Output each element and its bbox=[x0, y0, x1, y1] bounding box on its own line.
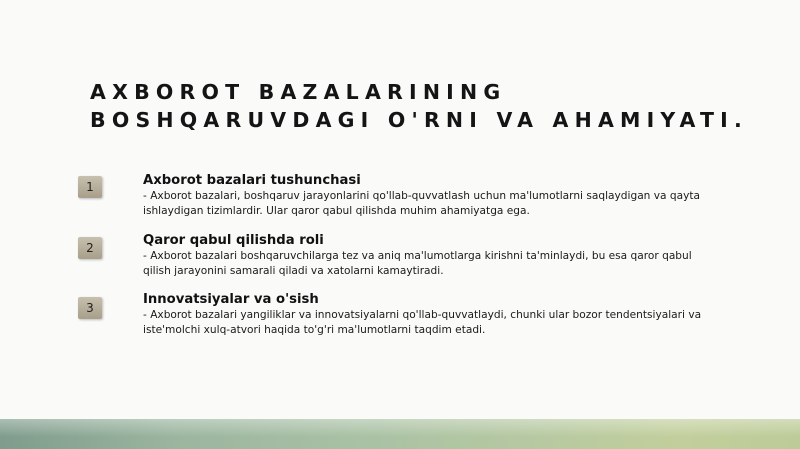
item-description-line: iste'molchi xulq-atvori haqida to'g'ri ma'lumotlarni taqdim etadi. bbox=[143, 324, 486, 336]
item-description-line: - Axborot bazalari boshqaruvchilarga tez va aniq ma'lumotlarga kirishni ta'minlaydi, bu esa qaror qabul bbox=[143, 250, 692, 262]
decorative-bottom-band bbox=[0, 419, 800, 449]
item-description-line: qilish jarayonini samarali qiladi va xatolarni kamaytiradi. bbox=[143, 265, 444, 277]
item-heading: Qaror qabul qilishda roli bbox=[143, 233, 324, 248]
item-description-line: - Axborot bazalari, boshqaruv jarayonlarini qo'llab-quvvatlash uchun ma'lumotlarni saqlaydigan va qayta bbox=[143, 190, 701, 202]
item-description-line: - Axborot bazalari yangiliklar va innovatsiyalarni qo'llab-quvvatlaydi, chunki ular bozor tendentsiyalari va bbox=[143, 309, 702, 321]
item-heading: Innovatsiyalar va o'sish bbox=[143, 292, 319, 307]
slide-title-line-2: BOSHQARUVDAGI O'RNI VA AHAMIYATI. bbox=[90, 108, 748, 132]
item-description-line: ishlaydigan tizimlardir. Ular qaror qabul qilishda muhim ahamiyatga ega. bbox=[143, 205, 530, 217]
number-badge: 3 bbox=[78, 297, 102, 319]
item-description bbox=[143, 249, 743, 279]
number-badge: 2 bbox=[78, 237, 102, 259]
item-description bbox=[143, 308, 743, 338]
number-badge: 1 bbox=[78, 176, 102, 198]
slide-title-line-1: AXBOROT BAZALARINING bbox=[90, 80, 507, 104]
item-description bbox=[143, 189, 743, 219]
slide-title bbox=[90, 78, 780, 134]
item-heading: Axborot bazalari tushunchasi bbox=[143, 173, 361, 188]
